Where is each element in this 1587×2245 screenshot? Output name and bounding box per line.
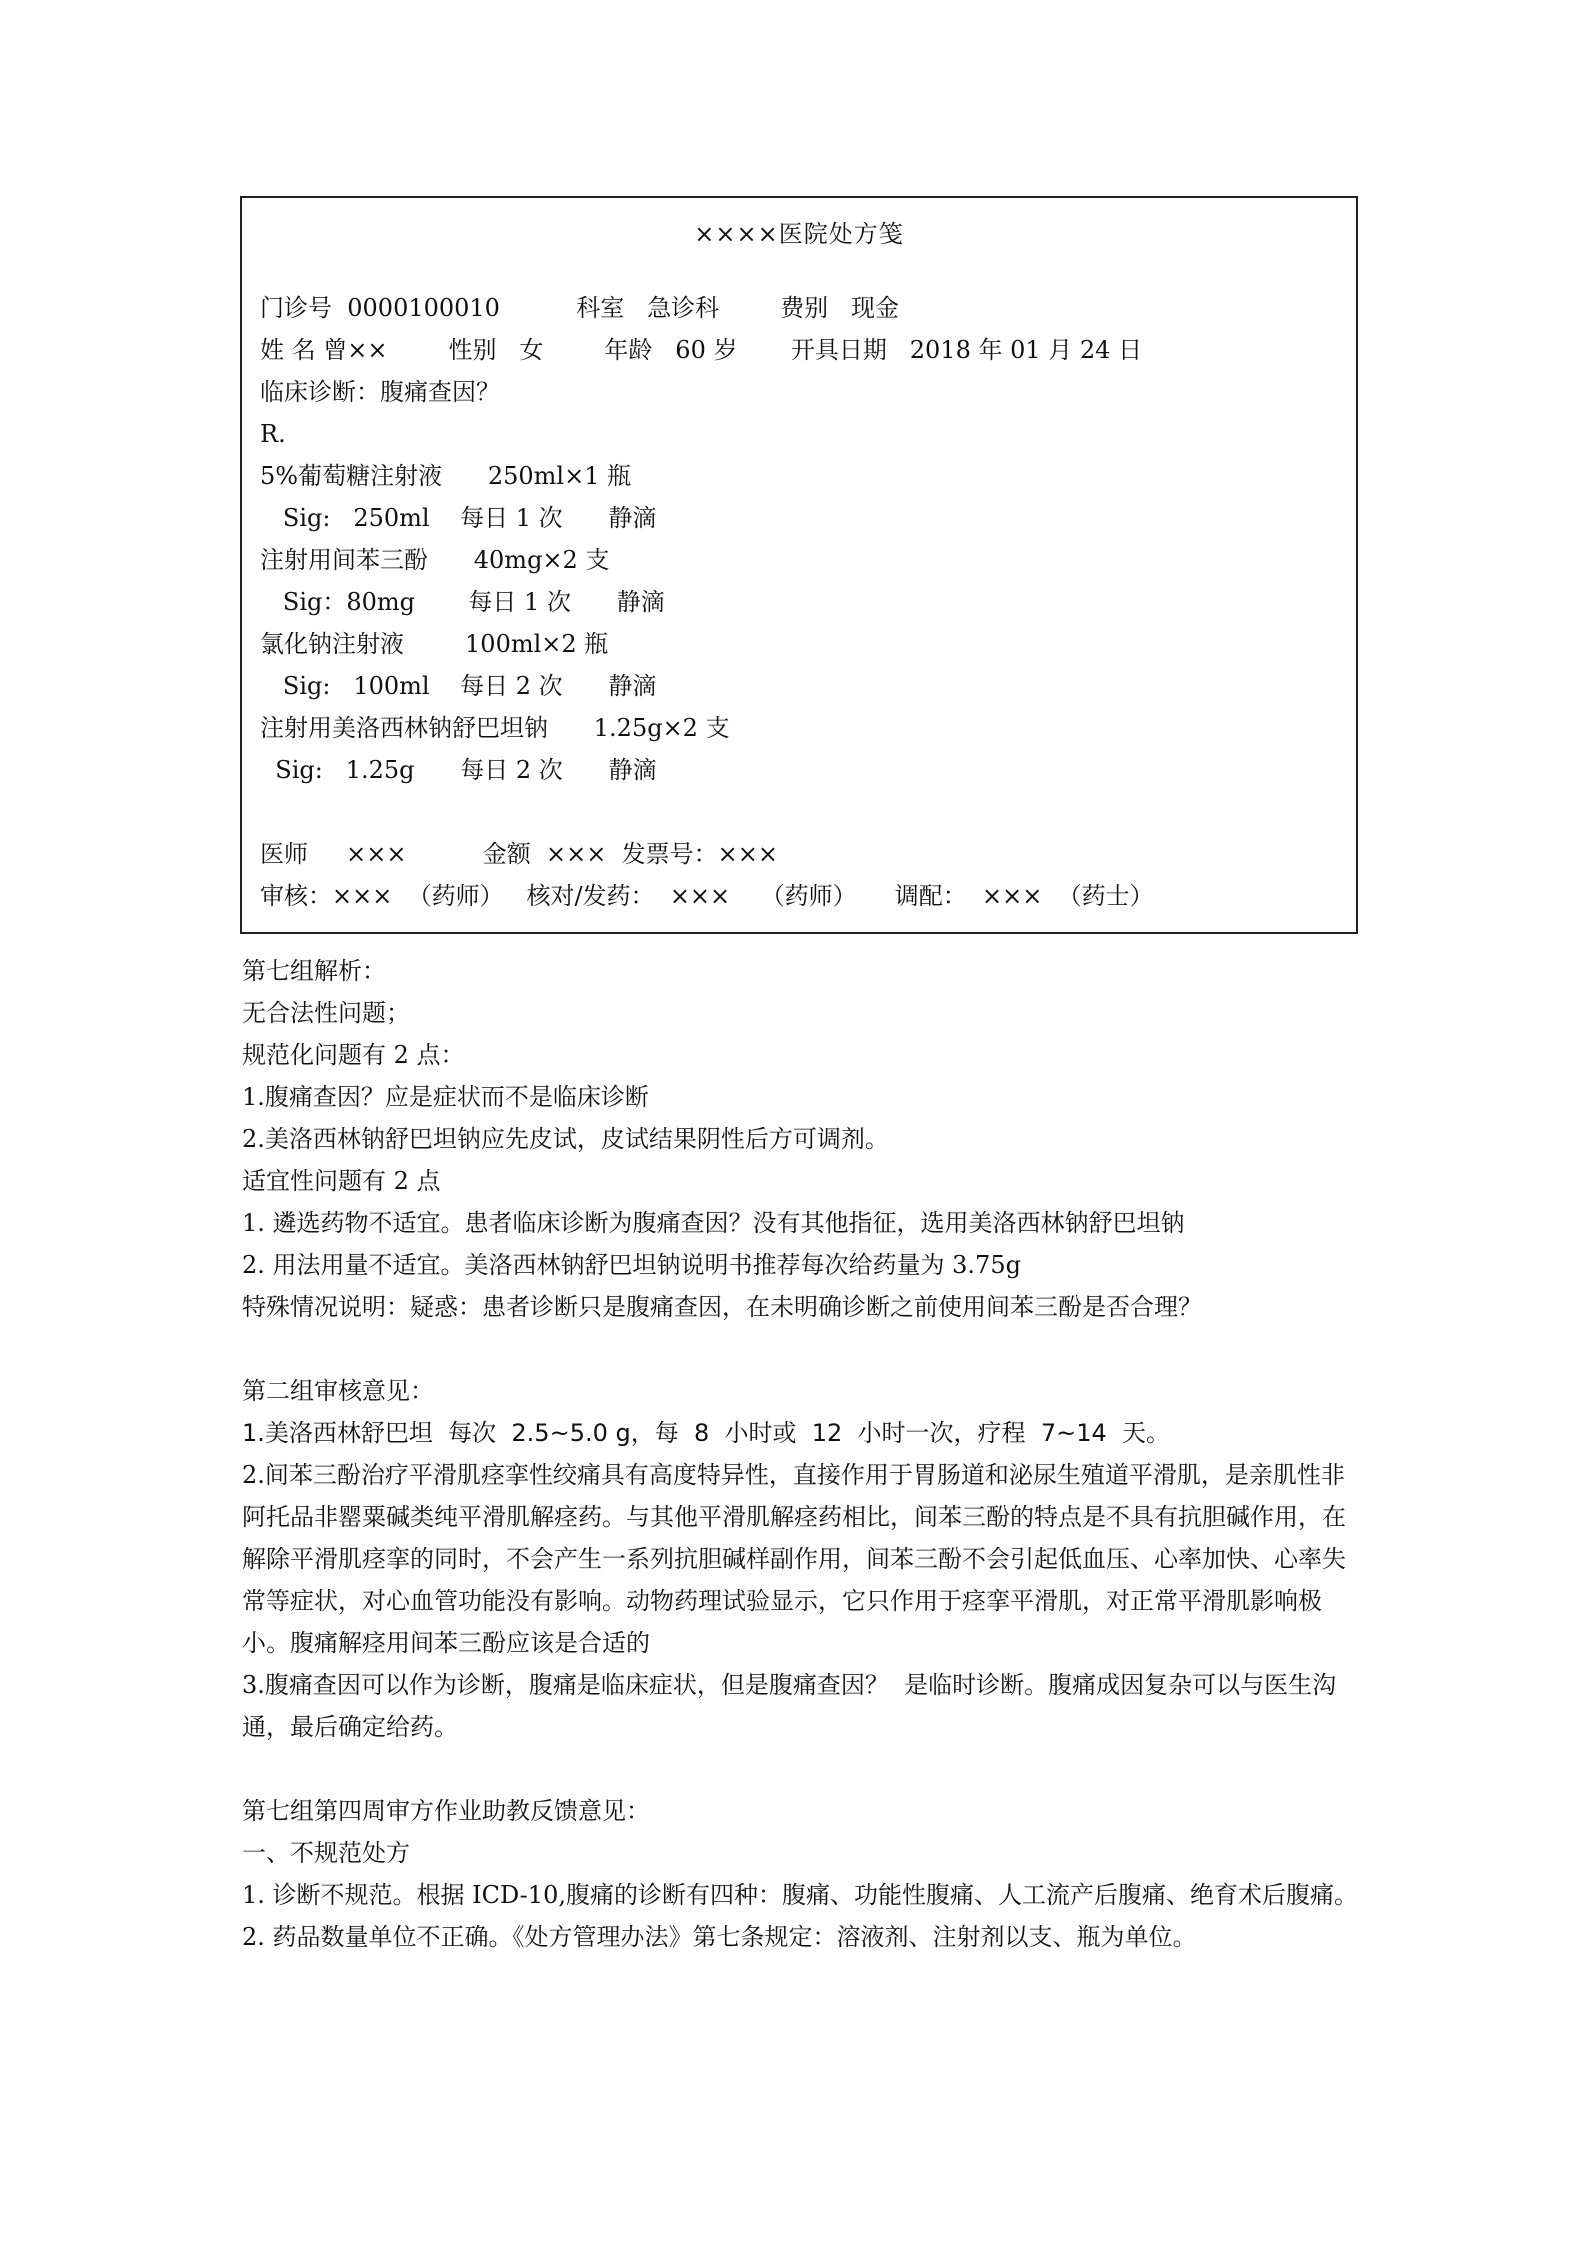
drug-sig-line: Sig: 1.25g 每日 2 次 静滴 (260, 756, 657, 784)
feedback-item: 2. 药品数量单位不正确。《处方管理办法》第七条规定：溶液剂、注射剂以支、瓶为单位。 (242, 1923, 1197, 1951)
analysis-body (242, 950, 1358, 1958)
feedback-item: 1. 诊断不规范。根据 ICD-10,腹痛的诊断有四种：腹痛、功能性腹痛、人工流产后腹痛、绝育术后腹痛。 (242, 1881, 1358, 1909)
drug-sig-line: Sig：80mg 每日 1 次 静滴 (260, 588, 665, 616)
clinical-diagnosis: 临床诊断：腹痛查因？ (260, 378, 500, 406)
prescription-form (240, 196, 1358, 934)
drug-sig-line: Sig: 250ml 每日 1 次 静滴 (260, 504, 657, 532)
drug-line: 注射用间苯三酚 40mg×2 支 (260, 546, 610, 574)
group2-item: 1.美洛西林舒巴坦 每次 2.5~5.0 g，每 8 小时或 12 小时一次，疗程 7~14 天。 (242, 1419, 1170, 1447)
suitability-item: 1. 遴选药物不适宜。患者临床诊断为腹痛查因？没有其他指征，选用美洛西林钠舒巴坦钠 (242, 1209, 1185, 1237)
prescription-title: ××××医院处方笺 (694, 220, 904, 248)
patient-info-row-2: 姓 名 曾×× 性别 女 年龄 60 岁 开具日期 2018 年 01 月 24 日 (260, 336, 1143, 364)
suitability-heading: 适宜性问题有 2 点 (242, 1167, 441, 1195)
norm-item: 2.美洛西林钠舒巴坦钠应先皮试，皮试结果阴性后方可调剂。 (242, 1125, 889, 1153)
feedback-section: 一、不规范处方 (242, 1839, 410, 1867)
paragraph-gap (242, 1328, 1358, 1370)
norm-heading: 规范化问题有 2 点： (242, 1041, 465, 1069)
drug-line: 5%葡萄糖注射液 250ml×1 瓶 (260, 462, 632, 490)
signature-row: 审核：××× （药师） 核对/发药： ××× （药师） 调配： ××× （药士） (260, 882, 1154, 910)
rx-mark: R. (260, 420, 286, 448)
drug-line: 氯化钠注射液 100ml×2 瓶 (260, 630, 609, 658)
group2-heading: 第二组审核意见： (242, 1377, 434, 1405)
group2-item: 3.腹痛查因可以作为诊断，腹痛是临床症状，但是腹痛查因？ 是临时诊断。腹痛成因复杂可以与医生沟通，最后确定给药。 (242, 1671, 1337, 1741)
norm-item: 1.腹痛查因？应是症状而不是临床诊断 (242, 1083, 649, 1111)
doctor-amount-invoice: 医师 ××× 金额 ××× 发票号：××× (260, 840, 778, 868)
drug-line: 注射用美洛西林钠舒巴坦钠 1.25g×2 支 (260, 714, 730, 742)
suitability-item: 2. 用法用量不适宜。美洛西林钠舒巴坦钠说明书推荐每次给药量为 3.75g (242, 1251, 1021, 1279)
patient-info-row-1: 门诊号 0000100010 科室 急诊科 费别 现金 (260, 294, 900, 322)
special-note: 特殊情况说明：疑惑：患者诊断只是腹痛查因，在未明确诊断之前使用间苯三酚是否合理？ (242, 1293, 1202, 1321)
paragraph-gap (242, 1748, 1358, 1790)
group2-item: 2.间苯三酚治疗平滑肌痉挛性绞痛具有高度特异性，直接作用于胃肠道和泌尿生殖道平滑肌，是亲肌性非阿托品非罂粟碱类纯平滑肌解痉药。与其他平滑肌解痉药相比，间苯三酚的特点是不具有抗胆碱作用，在解除平滑肌痉挛的同时，不会产生一系列抗胆碱样副作用，间苯三酚不会引起低血压、心率加快、心率失常等症状，对心血管功能没有影响。动物药理试验显示，它只作用于痉挛平滑肌，对正常平滑肌影响极小。腹痛解痉用间苯三酚应该是合适的 (242, 1461, 1346, 1657)
feedback-heading: 第七组第四周审方作业助教反馈意见： (242, 1797, 650, 1825)
group7-heading: 第七组解析： (242, 957, 386, 985)
drug-sig-line: Sig: 100ml 每日 2 次 静滴 (260, 672, 657, 700)
legality-note: 无合法性问题； (242, 999, 410, 1027)
